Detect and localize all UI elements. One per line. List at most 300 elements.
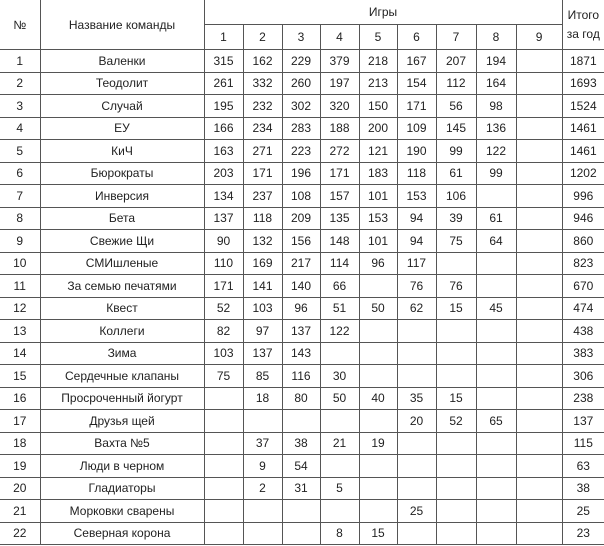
table-row [0, 140, 604, 163]
game-score-9 [516, 320, 562, 343]
game-score-9 [516, 72, 562, 95]
game-score-8: 61 [476, 207, 516, 230]
game-score-3: 96 [282, 297, 320, 320]
game-score-3: 143 [282, 342, 320, 365]
table-row [0, 477, 604, 500]
game-score-2: 237 [243, 185, 282, 208]
game-score-1 [204, 410, 243, 433]
game-score-2: 37 [243, 432, 282, 455]
game-score-3: 217 [282, 252, 320, 275]
header-number: № [0, 0, 40, 50]
game-score-1 [204, 500, 243, 523]
game-score-2: 232 [243, 95, 282, 118]
game-score-9 [516, 410, 562, 433]
team-name: КиЧ [40, 140, 204, 163]
table-row [0, 342, 604, 365]
game-score-6: 94 [397, 207, 436, 230]
team-total: 306 [562, 365, 604, 388]
game-score-6 [397, 365, 436, 388]
team-total: 474 [562, 297, 604, 320]
row-number: 6 [0, 162, 40, 185]
game-score-9 [516, 230, 562, 253]
game-score-5: 96 [359, 252, 397, 275]
team-name: Друзья щей [40, 410, 204, 433]
team-name: Морковки сварены [40, 500, 204, 523]
game-score-7 [436, 365, 476, 388]
team-total: 1202 [562, 162, 604, 185]
game-score-7 [436, 477, 476, 500]
game-score-3: 209 [282, 207, 320, 230]
team-total: 23 [562, 522, 604, 545]
table-row [0, 252, 604, 275]
table-row [0, 117, 604, 140]
game-score-8 [476, 320, 516, 343]
game-score-8: 45 [476, 297, 516, 320]
game-score-5: 101 [359, 230, 397, 253]
game-score-5: 19 [359, 432, 397, 455]
game-score-6: 117 [397, 252, 436, 275]
game-score-6 [397, 477, 436, 500]
team-total: 238 [562, 387, 604, 410]
team-name: Инверсия [40, 185, 204, 208]
game-score-9 [516, 297, 562, 320]
team-total: 1693 [562, 72, 604, 95]
game-score-1: 82 [204, 320, 243, 343]
game-score-6: 94 [397, 230, 436, 253]
game-score-7: 75 [436, 230, 476, 253]
game-score-6: 20 [397, 410, 436, 433]
game-score-6: 25 [397, 500, 436, 523]
game-score-7 [436, 252, 476, 275]
game-score-5: 15 [359, 522, 397, 545]
game-score-4: 188 [320, 117, 359, 140]
row-number: 15 [0, 365, 40, 388]
game-score-1: 195 [204, 95, 243, 118]
game-score-4: 171 [320, 162, 359, 185]
game-score-7: 15 [436, 387, 476, 410]
game-score-1: 134 [204, 185, 243, 208]
game-score-4: 66 [320, 275, 359, 298]
team-total: 1461 [562, 140, 604, 163]
team-name: Бюрократы [40, 162, 204, 185]
game-score-4 [320, 342, 359, 365]
game-score-2: 18 [243, 387, 282, 410]
game-score-4: 197 [320, 72, 359, 95]
row-number: 13 [0, 320, 40, 343]
game-score-5 [359, 320, 397, 343]
game-score-3: 108 [282, 185, 320, 208]
game-score-1 [204, 432, 243, 455]
header-total-line1: Итого [567, 7, 600, 22]
game-score-8 [476, 342, 516, 365]
game-score-7: 39 [436, 207, 476, 230]
row-number: 11 [0, 275, 40, 298]
game-score-7: 207 [436, 50, 476, 73]
game-score-1: 137 [204, 207, 243, 230]
game-score-2: 132 [243, 230, 282, 253]
game-score-3: 283 [282, 117, 320, 140]
table-row [0, 275, 604, 298]
row-number: 8 [0, 207, 40, 230]
game-score-3: 302 [282, 95, 320, 118]
game-score-8 [476, 477, 516, 500]
header-team-name: Название команды [40, 0, 204, 50]
game-score-1: 163 [204, 140, 243, 163]
game-score-1 [204, 455, 243, 478]
game-score-5 [359, 275, 397, 298]
game-score-8: 98 [476, 95, 516, 118]
game-score-4 [320, 455, 359, 478]
team-name: Вахта №5 [40, 432, 204, 455]
table-row [0, 455, 604, 478]
game-score-3 [282, 500, 320, 523]
game-score-2: 9 [243, 455, 282, 478]
table-row [0, 230, 604, 253]
game-score-4: 5 [320, 477, 359, 500]
game-score-6: 171 [397, 95, 436, 118]
table-row [0, 162, 604, 185]
game-score-8: 65 [476, 410, 516, 433]
game-score-7 [436, 522, 476, 545]
team-name: Случай [40, 95, 204, 118]
game-score-5: 153 [359, 207, 397, 230]
table-row [0, 432, 604, 455]
team-name: ЕУ [40, 117, 204, 140]
game-score-5 [359, 455, 397, 478]
header-game-6: 6 [397, 25, 436, 50]
team-total: 63 [562, 455, 604, 478]
row-number: 2 [0, 72, 40, 95]
row-number: 7 [0, 185, 40, 208]
game-score-1 [204, 522, 243, 545]
table-row [0, 410, 604, 433]
game-score-7 [436, 342, 476, 365]
game-score-1: 90 [204, 230, 243, 253]
game-score-7 [436, 432, 476, 455]
game-score-7: 52 [436, 410, 476, 433]
game-score-4: 157 [320, 185, 359, 208]
team-name: Бета [40, 207, 204, 230]
game-score-2: 234 [243, 117, 282, 140]
game-score-7: 15 [436, 297, 476, 320]
header-game-5: 5 [359, 25, 397, 50]
game-score-6: 35 [397, 387, 436, 410]
team-name: За семью печатями [40, 275, 204, 298]
game-score-5: 101 [359, 185, 397, 208]
game-score-4: 30 [320, 365, 359, 388]
game-score-6 [397, 522, 436, 545]
game-score-5 [359, 342, 397, 365]
game-score-9 [516, 365, 562, 388]
game-score-8: 194 [476, 50, 516, 73]
row-number: 14 [0, 342, 40, 365]
game-score-5: 40 [359, 387, 397, 410]
game-score-9 [516, 477, 562, 500]
row-number: 9 [0, 230, 40, 253]
game-score-6 [397, 432, 436, 455]
game-score-9 [516, 50, 562, 73]
game-score-6 [397, 455, 436, 478]
game-score-1: 261 [204, 72, 243, 95]
game-score-6: 109 [397, 117, 436, 140]
game-score-6: 190 [397, 140, 436, 163]
game-score-1: 52 [204, 297, 243, 320]
game-score-4: 8 [320, 522, 359, 545]
game-score-9 [516, 162, 562, 185]
row-number: 10 [0, 252, 40, 275]
game-score-8: 122 [476, 140, 516, 163]
header-total [562, 0, 604, 50]
game-score-1: 315 [204, 50, 243, 73]
game-score-2: 332 [243, 72, 282, 95]
game-score-9 [516, 500, 562, 523]
game-score-8 [476, 432, 516, 455]
game-score-1 [204, 387, 243, 410]
table-row [0, 297, 604, 320]
game-score-3: 54 [282, 455, 320, 478]
team-total: 823 [562, 252, 604, 275]
row-number: 4 [0, 117, 40, 140]
row-number: 21 [0, 500, 40, 523]
game-score-5: 121 [359, 140, 397, 163]
game-score-5 [359, 410, 397, 433]
game-score-5 [359, 477, 397, 500]
table-row [0, 185, 604, 208]
game-score-4: 122 [320, 320, 359, 343]
game-score-7 [436, 320, 476, 343]
table-row [0, 387, 604, 410]
table-row [0, 522, 604, 545]
table-row [0, 500, 604, 523]
game-score-2: 2 [243, 477, 282, 500]
game-score-4: 320 [320, 95, 359, 118]
team-name: Гладиаторы [40, 477, 204, 500]
header-total-line2: за год [566, 26, 600, 41]
game-score-7 [436, 455, 476, 478]
game-score-2 [243, 522, 282, 545]
game-score-8 [476, 275, 516, 298]
row-number: 18 [0, 432, 40, 455]
game-score-8 [476, 185, 516, 208]
game-score-1 [204, 477, 243, 500]
game-score-4: 51 [320, 297, 359, 320]
row-number: 1 [0, 50, 40, 73]
team-name: Люди в черном [40, 455, 204, 478]
game-score-4 [320, 410, 359, 433]
game-score-3 [282, 410, 320, 433]
header-game-3: 3 [282, 25, 320, 50]
game-score-8 [476, 522, 516, 545]
game-score-9 [516, 117, 562, 140]
game-score-8 [476, 252, 516, 275]
row-number: 22 [0, 522, 40, 545]
game-score-2: 85 [243, 365, 282, 388]
row-number: 3 [0, 95, 40, 118]
header-games: Игры [204, 0, 562, 25]
game-score-1: 166 [204, 117, 243, 140]
game-score-8: 136 [476, 117, 516, 140]
row-number: 19 [0, 455, 40, 478]
row-number: 12 [0, 297, 40, 320]
game-score-2: 271 [243, 140, 282, 163]
game-score-7: 61 [436, 162, 476, 185]
header-game-4: 4 [320, 25, 359, 50]
game-score-3: 80 [282, 387, 320, 410]
game-score-9 [516, 207, 562, 230]
game-score-6: 118 [397, 162, 436, 185]
game-score-4: 114 [320, 252, 359, 275]
game-score-2: 103 [243, 297, 282, 320]
game-score-9 [516, 252, 562, 275]
game-score-1: 110 [204, 252, 243, 275]
game-score-6: 167 [397, 50, 436, 73]
game-score-4: 21 [320, 432, 359, 455]
team-name: СМИшленые [40, 252, 204, 275]
team-total: 1461 [562, 117, 604, 140]
game-score-8: 64 [476, 230, 516, 253]
row-number: 20 [0, 477, 40, 500]
game-score-6: 153 [397, 185, 436, 208]
row-number: 5 [0, 140, 40, 163]
game-score-7: 99 [436, 140, 476, 163]
game-score-1: 75 [204, 365, 243, 388]
team-total: 996 [562, 185, 604, 208]
game-score-4: 50 [320, 387, 359, 410]
game-score-7: 112 [436, 72, 476, 95]
table-row [0, 320, 604, 343]
header-row [0, 0, 604, 25]
header-game-2: 2 [243, 25, 282, 50]
game-score-3: 196 [282, 162, 320, 185]
game-score-8 [476, 500, 516, 523]
team-name: Северная корона [40, 522, 204, 545]
game-score-3: 140 [282, 275, 320, 298]
game-score-3: 156 [282, 230, 320, 253]
game-score-5: 183 [359, 162, 397, 185]
team-total: 1871 [562, 50, 604, 73]
game-score-4: 379 [320, 50, 359, 73]
game-score-5: 218 [359, 50, 397, 73]
game-score-3: 31 [282, 477, 320, 500]
game-score-2: 141 [243, 275, 282, 298]
table-row [0, 207, 604, 230]
game-score-4 [320, 500, 359, 523]
game-score-2: 137 [243, 342, 282, 365]
game-score-6: 154 [397, 72, 436, 95]
header-game-1: 1 [204, 25, 243, 50]
game-score-7: 76 [436, 275, 476, 298]
game-score-9 [516, 342, 562, 365]
team-name: Свежие Щи [40, 230, 204, 253]
game-score-1: 203 [204, 162, 243, 185]
team-name: Валенки [40, 50, 204, 73]
game-score-4: 148 [320, 230, 359, 253]
game-score-1: 171 [204, 275, 243, 298]
game-score-5 [359, 500, 397, 523]
game-score-8 [476, 455, 516, 478]
game-score-7 [436, 500, 476, 523]
team-total: 137 [562, 410, 604, 433]
game-score-3: 223 [282, 140, 320, 163]
game-score-2 [243, 410, 282, 433]
table-row [0, 95, 604, 118]
team-name: Сердечные клапаны [40, 365, 204, 388]
header-game-8: 8 [476, 25, 516, 50]
game-score-9 [516, 140, 562, 163]
game-score-6: 62 [397, 297, 436, 320]
game-score-9 [516, 522, 562, 545]
game-score-9 [516, 95, 562, 118]
game-score-3 [282, 522, 320, 545]
game-score-5: 150 [359, 95, 397, 118]
header-game-9: 9 [516, 25, 562, 50]
team-total: 383 [562, 342, 604, 365]
game-score-8: 99 [476, 162, 516, 185]
game-score-9 [516, 432, 562, 455]
team-name: Просроченный йогурт [40, 387, 204, 410]
game-score-6 [397, 342, 436, 365]
game-score-2: 171 [243, 162, 282, 185]
game-score-4: 135 [320, 207, 359, 230]
game-score-3: 229 [282, 50, 320, 73]
game-score-5: 200 [359, 117, 397, 140]
game-score-6 [397, 320, 436, 343]
game-score-2: 169 [243, 252, 282, 275]
game-score-2: 162 [243, 50, 282, 73]
game-score-1: 103 [204, 342, 243, 365]
row-number: 17 [0, 410, 40, 433]
game-score-4: 272 [320, 140, 359, 163]
team-total: 115 [562, 432, 604, 455]
game-score-3: 38 [282, 432, 320, 455]
game-score-5: 213 [359, 72, 397, 95]
game-score-2: 97 [243, 320, 282, 343]
game-score-7: 145 [436, 117, 476, 140]
team-total: 860 [562, 230, 604, 253]
game-score-2: 118 [243, 207, 282, 230]
team-total: 670 [562, 275, 604, 298]
game-score-3: 260 [282, 72, 320, 95]
row-number: 16 [0, 387, 40, 410]
table-body [0, 50, 604, 545]
game-score-8: 164 [476, 72, 516, 95]
team-total: 946 [562, 207, 604, 230]
team-total: 438 [562, 320, 604, 343]
game-score-9 [516, 275, 562, 298]
team-name: Коллеги [40, 320, 204, 343]
team-total: 1524 [562, 95, 604, 118]
team-name: Квест [40, 297, 204, 320]
game-score-8 [476, 365, 516, 388]
table-row [0, 50, 604, 73]
game-score-5: 50 [359, 297, 397, 320]
game-score-9 [516, 387, 562, 410]
game-score-9 [516, 455, 562, 478]
table-row [0, 72, 604, 95]
team-name: Теодолит [40, 72, 204, 95]
team-total: 25 [562, 500, 604, 523]
game-score-2 [243, 500, 282, 523]
game-score-6: 76 [397, 275, 436, 298]
game-score-5 [359, 365, 397, 388]
game-score-9 [516, 185, 562, 208]
game-score-8 [476, 387, 516, 410]
game-score-7: 106 [436, 185, 476, 208]
game-score-3: 137 [282, 320, 320, 343]
header-game-7: 7 [436, 25, 476, 50]
team-name: Зима [40, 342, 204, 365]
team-total: 38 [562, 477, 604, 500]
